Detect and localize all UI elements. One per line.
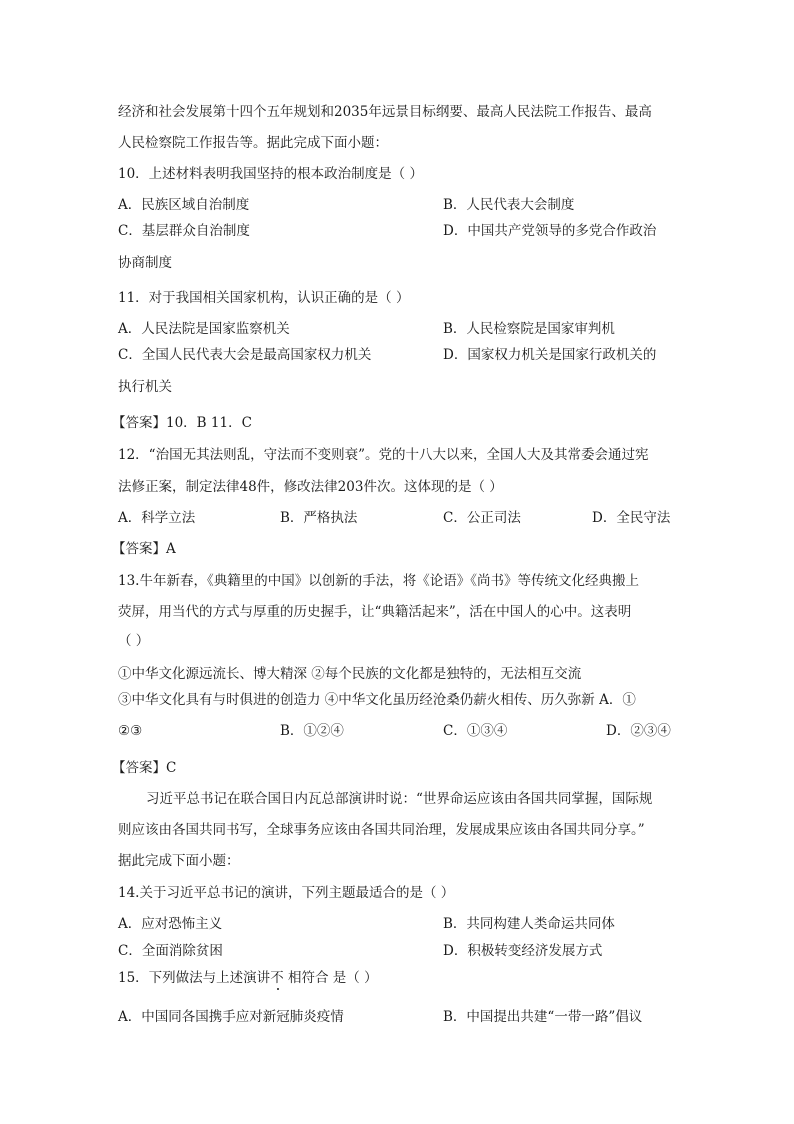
q13-items-line-1: ①中华文化源远流长、博大精深 ②每个民族的文化都是独特的，无法相互交流 bbox=[118, 666, 582, 682]
q14-stem: 14.关于习近平总书记的演讲，下列主题最适合的是（ ） bbox=[118, 885, 455, 901]
q12-option-d: D．全民守法 bbox=[592, 510, 671, 526]
q13-option-d: D．②③④ bbox=[606, 723, 671, 739]
answer-12: 【答案】A bbox=[112, 541, 176, 557]
q13-stem-line-3: （ ） bbox=[118, 633, 150, 649]
q13-stem-line-1: 13.牛年新春，《典籍里的中国》以创新的手法，将《论语》《尚书》等传统文化经典搬上 bbox=[118, 573, 639, 589]
q15-stem-emphasis-not: 不 bbox=[270, 970, 284, 986]
q12-option-b: B．严格执法 bbox=[280, 510, 358, 526]
material-line-3: 据此完成下面小题： bbox=[118, 853, 240, 869]
q15-option-b: B．中国提出共建“一带一路”倡议 bbox=[443, 1009, 643, 1025]
q11-option-b: B．人民检察院是国家审判机 bbox=[443, 321, 615, 337]
q13-option-b: B．①②④ bbox=[280, 723, 344, 739]
answer-13: 【答案】C bbox=[112, 760, 177, 776]
q13-stem-line-2: 荧屏，用当代的方式与厚重的历史握手，让“典籍活起来”，活在中国人的心中。这表明 bbox=[118, 604, 632, 620]
q11-stem: 11．对于我国相关国家机构，认识正确的是（ ） bbox=[118, 290, 410, 306]
q11-option-d: D．国家权力机关是国家行政机关的 bbox=[443, 347, 657, 363]
q10-option-b: B．人民代表大会制度 bbox=[443, 197, 575, 213]
q11-option-c: C．全国人民代表大会是最高国家权力机关 bbox=[118, 347, 372, 363]
q15-stem-suffix: 是（ ） bbox=[328, 970, 378, 986]
intro-line-1: 经济和社会发展第十四个五年规划和2035年远景目标纲要、最高人民法院工作报告、最高 bbox=[118, 104, 652, 120]
q14-option-c: C．全面消除贫困 bbox=[118, 943, 223, 959]
q15-stem bbox=[118, 968, 378, 988]
q10-stem: 10．上述材料表明我国坚持的根本政治制度是（ ） bbox=[118, 166, 423, 182]
q11-option-d-continued: 执行机关 bbox=[118, 379, 172, 395]
intro-line-2: 人民检察院工作报告等。据此完成下面小题： bbox=[118, 135, 388, 151]
q13-items-line-2: ③中华文化具有与时俱进的创造力 ④中华文化虽历经沧桑仍薪火相传、历久弥新 A．① bbox=[118, 692, 636, 708]
q10-option-c: C．基层群众自治制度 bbox=[118, 223, 250, 239]
q10-option-d-continued: 协商制度 bbox=[118, 255, 172, 271]
q10-option-a: A．民族区域自治制度 bbox=[118, 197, 250, 213]
q12-stem-line-1: 12．“治国无其法则乱，守法而不变则衰”。党的十八大以来，全国人大及其常委会通过宪 bbox=[118, 447, 649, 463]
q11-option-a: A．人民法院是国家监察机关 bbox=[118, 321, 290, 337]
q12-option-c: C．公正司法 bbox=[443, 510, 521, 526]
q12-option-a: A．科学立法 bbox=[118, 510, 196, 526]
q10-option-d: D．中国共产党领导的多党合作政治 bbox=[443, 223, 657, 239]
q13-option-a-continued: ②③ bbox=[118, 723, 143, 739]
q15-stem-emphasis-match: 相符合 bbox=[287, 970, 329, 986]
q13-option-c: C．①③④ bbox=[443, 723, 508, 739]
material-line-2: 则应该由各国共同书写，全球事务应该由各国共同治理，发展成果应该由各国共同分享。” bbox=[118, 822, 645, 838]
q15-option-a: A．中国同各国携手应对新冠肺炎疫情 bbox=[118, 1009, 344, 1025]
q15-stem-prefix: 15．下列做法与上述演讲 bbox=[118, 970, 271, 986]
q14-option-a: A．应对恐怖主义 bbox=[118, 916, 223, 932]
material-line-1: 习近平总书记在联合国日内瓦总部演讲时说：“世界命运应该由各国共同掌握，国际规 bbox=[146, 791, 653, 807]
answer-10-11: 【答案】10．B 11．C bbox=[112, 415, 252, 431]
q12-stem-line-2: 法修正案，制定法律48件，修改法律203件次。这体现的是（ ） bbox=[118, 479, 503, 495]
q14-option-b: B．共同构建人类命运共同体 bbox=[443, 916, 615, 932]
q14-option-d: D．积极转变经济发展方式 bbox=[443, 943, 603, 959]
